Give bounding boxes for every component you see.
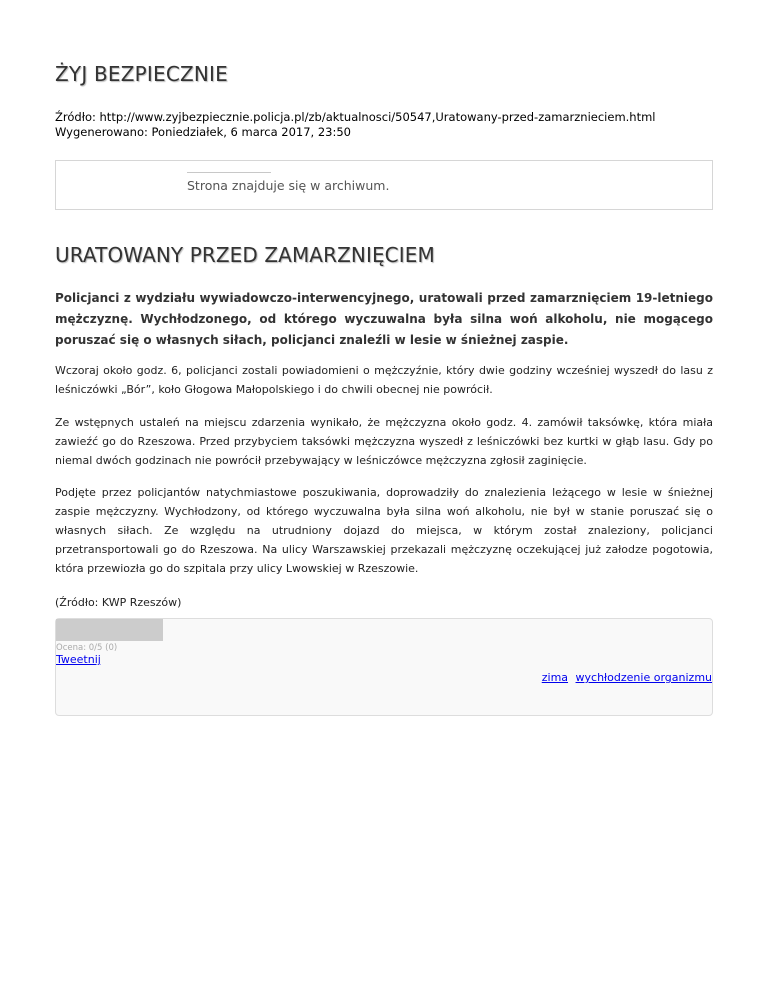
article-footer [55, 618, 713, 716]
archive-notice-box [55, 160, 713, 210]
rating-label: Ocena: 0/5 (0) [56, 643, 118, 653]
article-paragraph: Podjęte przez policjantów natychmiastowe poszukiwania, doprowadziły do znalezienia leżącego w lesie w śnieżnej zaspie mężczyzny. Wychłodzony, od którego wyczuwalna była silna woń alkoholu, nie był w stanie poruszać się o własnych siłach. Ze względu na utrudniony dojazd do miejsca, w którym został znaleziony, policjanci przetransportowali go do Rzeszowa. Na ulicy Warszawskiej przekazali mężczyznę oczekującej już załodze pogotowia, która przewiozła go do szpitala przy ulicy Lwowskiej w Rzeszowie. [55, 486, 713, 575]
generated-line: Wygenerowano: Poniedziałek, 6 marca 2017, 23:50 [55, 125, 351, 139]
tag-list [538, 671, 712, 684]
tweet-link[interactable]: Tweetnij [56, 653, 101, 666]
tag-link-zima[interactable]: zima [541, 671, 569, 684]
article-lead: Policjanci z wydziału wywiadowczo-interwencyjnego, uratowali przed zamarznięciem 19-letniego mężczyznę. Wychłodzonego, od którego wyczuwalna była silna woń alkoholu, nie mogącego poruszać się o własnych siłach, policjanci znaleźli w lesie w śnieżnej zaspie. [55, 291, 713, 347]
article-title: URATOWANY PRZED ZAMARZNIĘCIEM [55, 243, 435, 267]
article-paragraph: Wczoraj około godz. 6, policjanci zostali powiadomieni o mężczyźnie, który dwie godziny wcześniej wyszedł do lasu z leśniczówki „Bór”, koło Głogowa Małopolskiego i do chwili obecnej nie powrócił. [55, 364, 713, 396]
tag-link-wychlodzenie-organizmu[interactable]: wychłodzenie organizmu [575, 671, 712, 684]
site-title: ŻYJ BEZPIECZNIE [55, 62, 228, 86]
print-meta [55, 110, 656, 140]
archive-divider [187, 172, 271, 173]
article-paragraph: Ze wstępnych ustaleń na miejscu zdarzenia wynikało, że mężczyzna około godz. 4. zamówił taksówkę, która miała zawieźć go do Rzeszowa. Przed przybyciem taksówki mężczyzna wyszedł z leśniczówki bez kurtki w głąb lasu. Gdy po niemal dwóch godzinach nie powrócił przebywający w leśniczówce mężczyzna zgłosił zaginięcie. [55, 416, 713, 467]
article-source: (Źródło: KWP Rzeszów) [55, 596, 182, 609]
archive-notice: Strona znajduje się w archiwum. [187, 178, 390, 193]
source-line: Źródło: http://www.zyjbezpiecznie.policja.pl/zb/aktualnosci/50547,Uratowany-przed-zamarznieciem.html [55, 110, 656, 124]
rating-stars-widget[interactable] [56, 619, 163, 641]
